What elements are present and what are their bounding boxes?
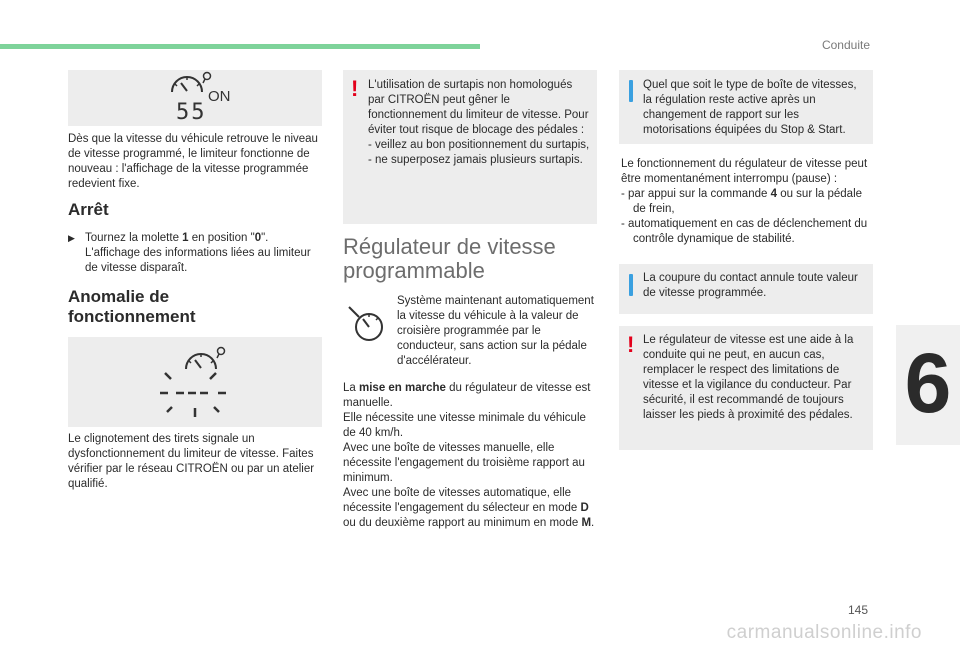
list-item: - veillez au bon positionnement du surtapis, [368, 138, 590, 153]
regulateur-heading: Régulateur de vitesse programmable [343, 234, 556, 283]
info-box-contact [619, 264, 873, 314]
regulateur-details: La mise en marche du régulateur de vitesse est manuelle. Elle nécessite une vitesse minimale du véhicule de 40 km/h. Avec une boîte de vitesses manuelle, elle nécessite l'engagement du troisième rapport au minimum. Avec une boîte de vitesses automatique, elle nécessite l'engagement du sélecteur en mode D ou du deuxième rapport au minimum en mode M. [343, 382, 595, 529]
chapter-number: 6 [904, 336, 952, 430]
section-title: Conduite [821, 38, 870, 52]
arret-heading: Arrêt [68, 200, 109, 219]
anomalie-paragraph: Le clignotement des tirets signale un dysfonctionnement du limiteur de vitesse. Faites vérifier par le réseau CITROËN ou par un atelier qualifié. [68, 433, 315, 490]
warning-list [368, 138, 590, 168]
pause-paragraph: Le fonctionnement du régulateur de vitesse peut être momentanément interrompu (pause) : - par appui sur la commande 4 ou sur la pédale de frein, - automatiquement en cas de déclenchement du contrôle dynamique de stabilité. [621, 157, 877, 247]
list-item: - automatiquement en cas de déclenchement du contrôle dynamique de stabilité. [621, 217, 877, 247]
warning-text: L'utilisation de surtapis non homologués par CITROËN peut gêner le fonctionnement du limiteur de vitesse. Pour éviter tout risque de blocage des pédales : - veillez au bon positionnement du surtapis, - ne superposez jamais plusieurs surtapis. [368, 78, 590, 168]
arrow-bullet-icon: ▶ [68, 233, 75, 243]
page-number: 145 [847, 603, 868, 617]
on-label: ON [208, 88, 231, 105]
warning-box-regulateur [619, 326, 873, 450]
warning-icon: ! [627, 332, 635, 357]
pause-list [621, 187, 877, 247]
header-accent-bar [0, 44, 480, 49]
speed-display-panel [68, 70, 322, 126]
speedometer-fault-icon [68, 337, 322, 427]
warning-text: Le régulateur de vitesse est une aide à la conduite qui ne peut, en aucun cas, remplacer le respect des limitations de vitesse et la vigilance du conducteur. Par sécurité, il est recommandé de toujours laisser les pieds à proximité des pédales. [643, 334, 854, 421]
list-item: - ne superposez jamais plusieurs surtapis. [368, 153, 590, 168]
warning-box-surtapis [343, 70, 597, 224]
info-icon [629, 80, 633, 102]
cruise-control-icon [347, 303, 387, 347]
anomalie-heading: Anomalie de fonctionnement [68, 287, 196, 326]
info-text: La coupure du contact annule toute valeur de vitesse programmée. [643, 272, 858, 299]
warning-icon: ! [351, 76, 359, 101]
resume-paragraph: Dès que la vitesse du véhicule retrouve le niveau de vitesse programmé, le limiteur fonctionne de nouveau : l'affichage de la vitesse programmée redevient fixe. [68, 133, 318, 190]
arret-paragraph: ▶ Tournez la molette 1 en position "0". L'affichage des informations liées au limiteur de vitesse disparaît. [68, 232, 311, 274]
regulateur-intro: Système maintenant automatiquement la vitesse du véhicule à la valeur de croisière programmée par le conducteur, sans action sur la pédale d'accélérateur. [397, 295, 594, 367]
info-icon [629, 274, 633, 296]
list-item: - par appui sur la commande 4 ou sur la pédale de frein, [621, 187, 877, 217]
info-box-stop-start [619, 70, 873, 144]
fault-display-panel [68, 337, 322, 427]
watermark: carmanualsonline.info [726, 622, 922, 643]
speed-digits: 55 [176, 100, 207, 125]
info-text: Quel que soit le type de boîte de vitesses, la régulation reste active après un changement de rapport sur les motorisations équipées du Stop & Start. [643, 79, 857, 136]
